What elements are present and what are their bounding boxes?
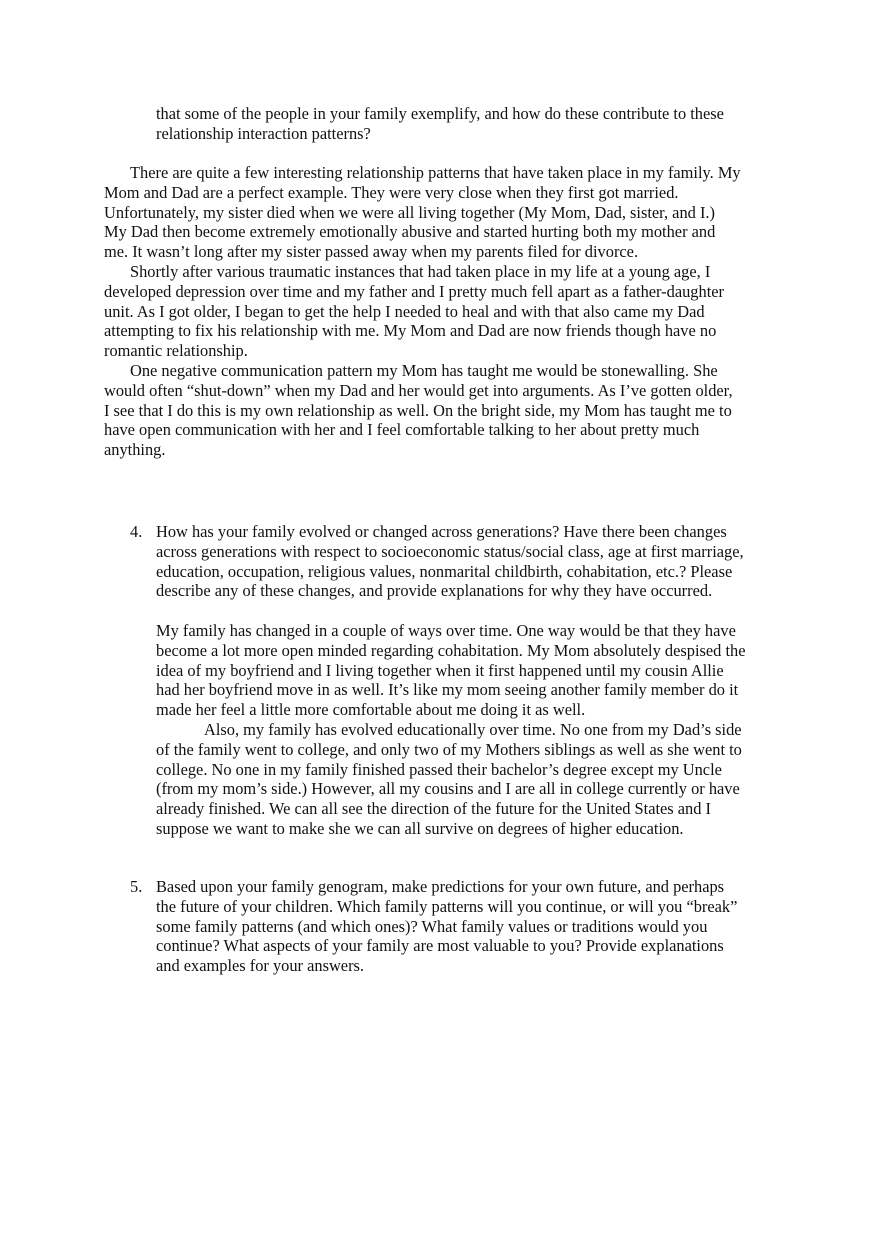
answer-text-line: me. It wasn’t long after my sister passed away when my parents filed for divorce. [104,242,639,262]
answer-text-line: There are quite a few interesting relationship patterns that have taken place in my family. My [130,163,741,182]
question-text-line: that some of the people in your family exemplify, and how do these contribute to these [156,104,724,123]
answer-text-line: already finished. We can all see the direction of the future for the United States and I [156,799,711,819]
answer-4-paragraph-2 [156,720,745,839]
answer-text-line: become a lot more open minded regarding cohabitation. My Mom absolutely despised the [156,640,746,660]
answer-text-line: unit. As I got older, I began to get the help I needed to heal and with that also came my Dad [104,301,705,321]
question-text-line: continue? What aspects of your family are most valuable to you? Provide explanations [156,936,724,956]
answer-text-line: suppose we want to make she we can all survive on degrees of higher education. [156,818,684,838]
answer-4-paragraph-1 [156,621,745,720]
question-text-line: How has your family evolved or changed across generations? Have there been changes [156,522,727,541]
answer-text-line: Unfortunately, my sister died when we were all living together (My Mom, Dad, sister, and I.) [104,202,715,222]
question-text-line: and examples for your answers. [156,956,365,976]
answer-text-line: made her feel a little more comfortable about me doing it as well. [156,700,586,720]
answer-3-paragraph-2 [104,262,741,361]
answer-text-line: romantic relationship. [104,341,248,361]
answer-text-line: would often “shut-down” when my Dad and her would get into arguments. As I’ve gotten older, [104,380,733,400]
answer-text-line: anything. [104,440,166,460]
answer-text-line: had her boyfriend move in as well. It’s like my mom seeing another family member do it [156,680,739,700]
answer-text-line: Shortly after various traumatic instances that had taken place in my life at a young age, I [130,261,711,281]
answer-3-paragraph-1 [104,163,741,262]
question-text-line: the future of your children. Which family patterns will you continue, or will you “break” [156,896,738,916]
question-3-tail [156,104,724,144]
answer-text-line: have open communication with her and I feel comfortable talking to her about pretty much [104,420,700,440]
answer-text-line: Also, my family has evolved educationally over time. No one from my Dad’s side [204,719,742,739]
answer-text-line: attempting to fix his relationship with me. My Mom and Dad are now friends though have no [104,321,717,341]
answer-text-line: (from my mom’s side.) However, all my cousins and I are all in college currently or have [156,779,740,799]
question-5-number: 5. [130,877,143,896]
answer-text-line: Mom and Dad are a perfect example. They were very close when they first got married. [104,182,679,202]
answer-text-line: One negative communication pattern my Mom has taught me would be stonewalling. She [130,360,718,380]
question-text-line: some family patterns (and which ones)? What family values or traditions would you [156,916,708,936]
question-text-line: Based upon your family genogram, make predictions for your own future, and perhaps [156,877,725,896]
question-text-line: describe any of these changes, and provide explanations for why they have occurred. [156,581,713,601]
answer-text-line: of the family went to college, and only two of my Mothers siblings as well as she went to [156,739,742,759]
answer-4 [156,621,745,839]
question-text-line: relationship interaction patterns? [156,123,371,143]
answer-text-line: college. No one in my family finished passed their bachelor’s degree except my Uncle [156,759,722,779]
question-5 [156,877,737,976]
answer-text-line: idea of my boyfriend and I living together when it first happened until my cousin Allie [156,660,724,680]
question-4-number: 4. [130,522,143,541]
answer-text-line: My family has changed in a couple of ways over time. One way would be that they have [156,621,736,640]
answer-3 [104,163,741,460]
answer-text-line: My Dad then become extremely emotionally abusive and started hurting both my mother and [104,222,716,242]
question-text-line: education, occupation, religious values, nonmarital childbirth, cohabitation, etc.? Please [156,561,733,581]
answer-text-line: I see that I do this is my own relationship as well. On the bright side, my Mom has taught me to [104,400,732,420]
answer-text-line: developed depression over time and my father and I pretty much fell apart as a father-daughter [104,281,724,301]
answer-3-paragraph-3 [104,361,741,460]
question-text-line: across generations with respect to socioeconomic status/social class, age at first marriage, [156,541,744,561]
question-4 [156,522,744,601]
